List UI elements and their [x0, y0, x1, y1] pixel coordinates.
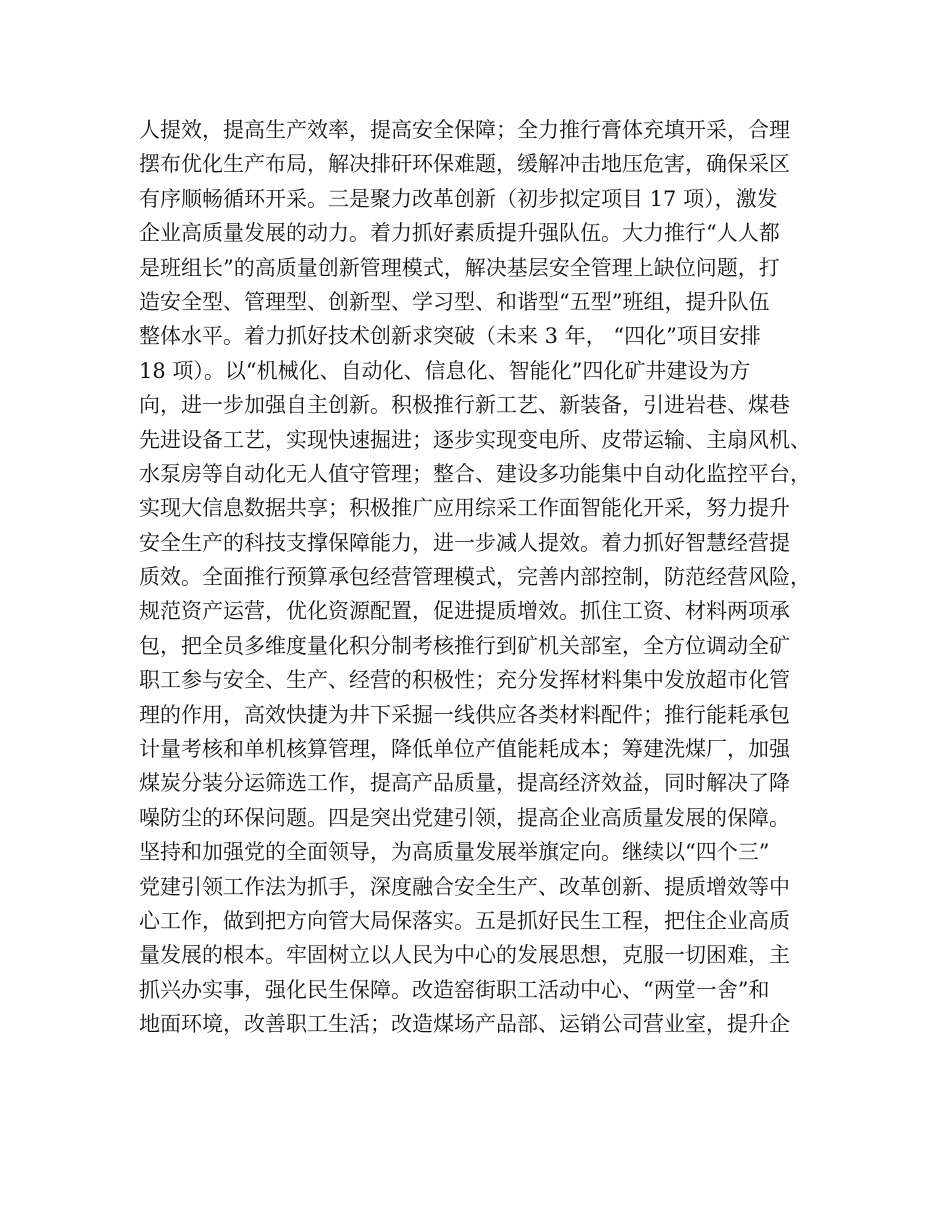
text-line: 量发展的根本。牢固树立以人民为中心的发展思想，克服一切困难，主 — [139, 943, 790, 968]
text-line: 向，进一步加强自主创新。积极推行新工艺、新装备，引进岩巷、煤巷 — [139, 393, 790, 418]
text-line: 坚持和加强党的全面领导，为高质量发展举旗定向。继续以“四个三” — [139, 840, 770, 865]
text-line: 噪防尘的环保问题。四是突出党建引领，提高企业高质量发展的保障。 — [139, 805, 790, 830]
text-line: 安全生产的科技支撑保障能力，进一步减人提效。着力抓好智慧经营提 — [139, 530, 790, 555]
text-line: 人提效，提高生产效率，提高安全保障；全力推行膏体充填开采，合理 — [139, 118, 790, 142]
body-text — [139, 113, 819, 1042]
text-line: 职工参与安全、生产、经营的积极性；充分发挥材料集中发放超市化管 — [139, 668, 790, 693]
text-line: 是班组长”的高质量创新管理模式，解决基层安全管理上缺位问题，打 — [139, 255, 780, 280]
text-line: 地面环境，改善职工生活；改造煤场产品部、运销公司营业室，提升企 — [139, 1012, 790, 1037]
text-line: 质效。全面推行预算承包经营管理模式，完善内部控制，防范经营风险， — [139, 565, 811, 590]
text-line: 理的作用，高效快捷为井下采掘一线供应各类材料配件；推行能耗承包 — [139, 702, 790, 727]
text-line: 有序顺畅循环开采。三是聚力改革创新（初步拟定项目 17 项），激发 — [139, 186, 778, 211]
text-line: 规范资产运营，优化资源配置，促进提质增效。抓住工资、材料两项承 — [139, 599, 790, 624]
text-line: 党建引领工作法为抓手，深度融合安全生产、改革创新、提质增效等中 — [139, 874, 790, 899]
text-line: 造安全型、管理型、创新型、学习型、和谐型“五型”班组，提升队伍 — [139, 289, 770, 314]
text-line: 计量考核和单机核算管理，降低单位产值能耗成本；筹建洗煤厂，加强 — [139, 737, 790, 762]
text-line: 先进设备工艺，实现快速掘进；逐步实现变电所、皮带运输、主扇风机、 — [139, 427, 811, 452]
text-line: 煤炭分装分运筛选工作，提高产品质量，提高经济效益，同时解决了降 — [139, 771, 790, 796]
text-line: 包，把全员多维度量化积分制考核推行到矿机关部室，全方位调动全矿 — [139, 633, 790, 658]
text-line: 心工作，做到把方向管大局保落实。五是抓好民生工程，把住企业高质 — [139, 908, 790, 933]
text-line: 水泵房等自动化无人值守管理；整合、建设多功能集中自动化监控平台， — [139, 461, 811, 486]
text-line: 实现大信息数据共享；积极推广应用综采工作面智能化开采，努力提升 — [139, 496, 790, 521]
text-line: 整体水平。着力抓好技术创新求突破（未来 3 年， “四化”项目安排 — [139, 324, 761, 349]
text-line: 18 项）。以“机械化、自动化、信息化、智能化”四化矿井建设为方 — [139, 358, 751, 383]
text-line: 企业高质量发展的动力。着力抓好素质提升强队伍。大力推行“人人都 — [139, 221, 780, 246]
text-line: 抓兴办实事，强化民生保障。改造窑街职工活动中心、“两堂一舍”和 — [139, 977, 770, 1002]
text-line: 摆布优化生产布局，解决排矸环保难题，缓解冲击地压危害，确保采区 — [139, 152, 790, 177]
